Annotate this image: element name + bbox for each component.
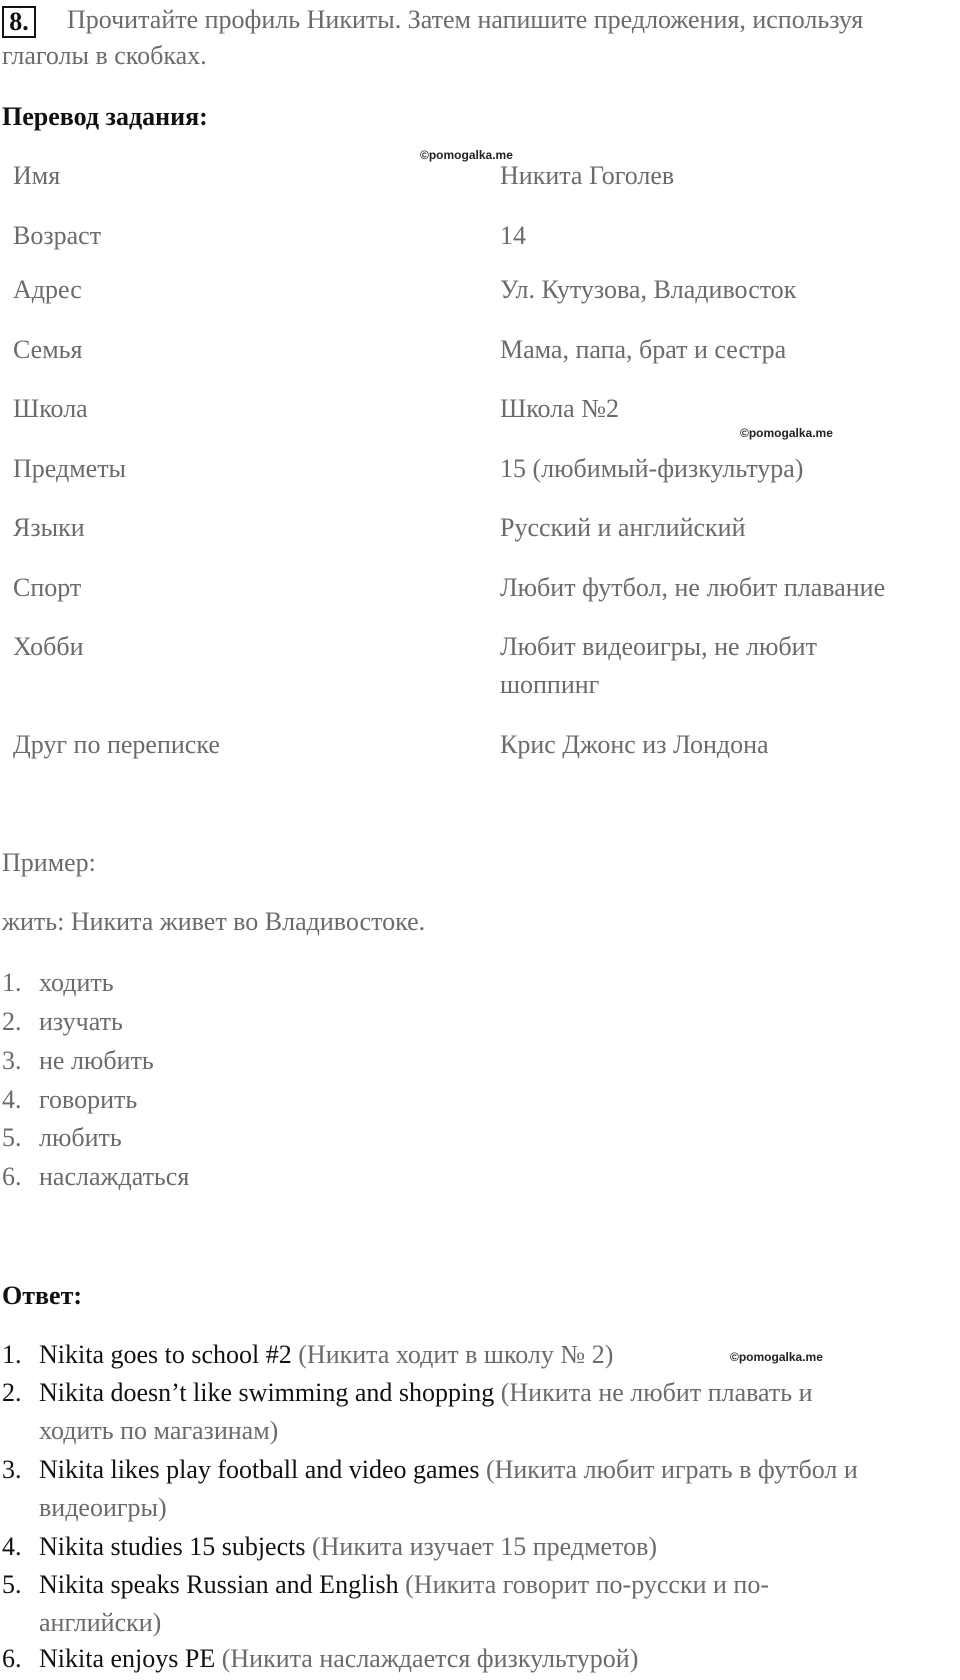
profile-value-name: Никита Гоголев xyxy=(500,161,675,190)
task-number: 8. xyxy=(2,6,36,38)
profile-value-penfriend: Крис Джонс из Лондона xyxy=(500,730,769,759)
profile-label-sport: Спорт xyxy=(13,573,82,602)
answer-line xyxy=(39,1451,858,1489)
profile-value-address: Ул. Кутузова, Владивосток xyxy=(500,275,797,304)
instruction-line-2: глаголы в скобках. xyxy=(2,41,207,70)
example-sentence: жить: Никита живет во Владивостоке. xyxy=(2,907,426,936)
verb-number: 2. xyxy=(2,1007,22,1036)
answer-line xyxy=(39,1336,613,1374)
profile-label-family: Семья xyxy=(13,335,83,364)
answer-english: Nikita enjoys PE xyxy=(39,1644,216,1673)
profile-label-languages: Языки xyxy=(13,513,85,542)
translation-heading: Перевод задания: xyxy=(2,102,208,131)
profile-value-age: 14 xyxy=(500,221,526,250)
instruction-line-1: Прочитайте профиль Никиты. Затем напишите предложения, используя xyxy=(67,5,864,34)
profile-label-school: Школа xyxy=(13,394,88,423)
profile-label-subjects: Предметы xyxy=(13,454,127,483)
answer-english: Nikita likes play football and video games xyxy=(39,1455,480,1484)
answer-number: 1. xyxy=(2,1340,22,1369)
verb-number: 1. xyxy=(2,968,22,997)
profile-value-languages: Русский и английский xyxy=(500,513,746,542)
profile-label-penfriend: Друг по переписке xyxy=(13,730,220,759)
verb-item: говорить xyxy=(39,1085,138,1114)
watermark: ©pomogalka.me xyxy=(740,426,833,440)
verb-number: 6. xyxy=(2,1162,22,1191)
answer-russian-continued: видеоигры) xyxy=(39,1493,167,1522)
verb-item: наслаждаться xyxy=(39,1162,190,1191)
answer-russian: (Никита любит играть в футбол и xyxy=(479,1455,858,1484)
answer-russian: (Никита наслаждается физкультурой) xyxy=(215,1644,639,1673)
answer-russian-continued: ходить по магазинам) xyxy=(39,1416,279,1445)
verb-item: изучать xyxy=(39,1007,123,1036)
profile-value-subjects: 15 (любимый-физкультура) xyxy=(500,454,804,483)
answer-line xyxy=(39,1528,657,1566)
profile-value-family: Мама, папа, брат и сестра xyxy=(500,335,787,364)
verb-number: 4. xyxy=(2,1085,22,1114)
profile-label-hobby: Хобби xyxy=(13,632,84,661)
profile-label-address: Адрес xyxy=(13,275,82,304)
profile-value-school: Школа №2 xyxy=(500,394,620,423)
answer-line xyxy=(39,1640,638,1678)
verb-item: не любить xyxy=(39,1046,154,1075)
profile-label-name: Имя xyxy=(13,161,61,190)
answer-russian: (Никита ходит в школу № 2) xyxy=(291,1340,614,1369)
answer-russian-continued: английски) xyxy=(39,1608,162,1637)
answer-number: 3. xyxy=(2,1455,22,1484)
answer-heading: Ответ: xyxy=(2,1281,83,1310)
answer-number: 5. xyxy=(2,1570,22,1599)
answer-english: Nikita doesn’t like swimming and shopping xyxy=(39,1378,495,1407)
answer-russian: (Никита изучает 15 предметов) xyxy=(305,1532,658,1561)
answer-line xyxy=(39,1374,813,1412)
example-label: Пример: xyxy=(2,848,96,877)
profile-value-sport: Любит футбол, не любит плавание xyxy=(500,573,886,602)
profile-value-hobby: Любит видеоигры, не любит шоппинг xyxy=(500,632,817,699)
answer-number: 6. xyxy=(2,1644,22,1673)
watermark: ©pomogalka.me xyxy=(730,1350,823,1364)
verb-item: любить xyxy=(39,1123,122,1152)
profile-label-age: Возраст xyxy=(13,221,102,250)
answer-number: 2. xyxy=(2,1378,22,1407)
answer-russian: (Никита не любит плавать и xyxy=(494,1378,813,1407)
answer-english: Nikita goes to school #2 xyxy=(39,1340,292,1369)
verb-item: ходить xyxy=(39,968,114,997)
answer-russian: (Никита говорит по-русски и по- xyxy=(398,1570,769,1599)
answer-english: Nikita speaks Russian and English xyxy=(39,1570,399,1599)
verb-number: 3. xyxy=(2,1046,22,1075)
verb-number: 5. xyxy=(2,1123,22,1152)
watermark: ©pomogalka.me xyxy=(420,148,513,162)
answer-line xyxy=(39,1566,769,1604)
answer-english: Nikita studies 15 subjects xyxy=(39,1532,306,1561)
answer-number: 4. xyxy=(2,1532,22,1561)
